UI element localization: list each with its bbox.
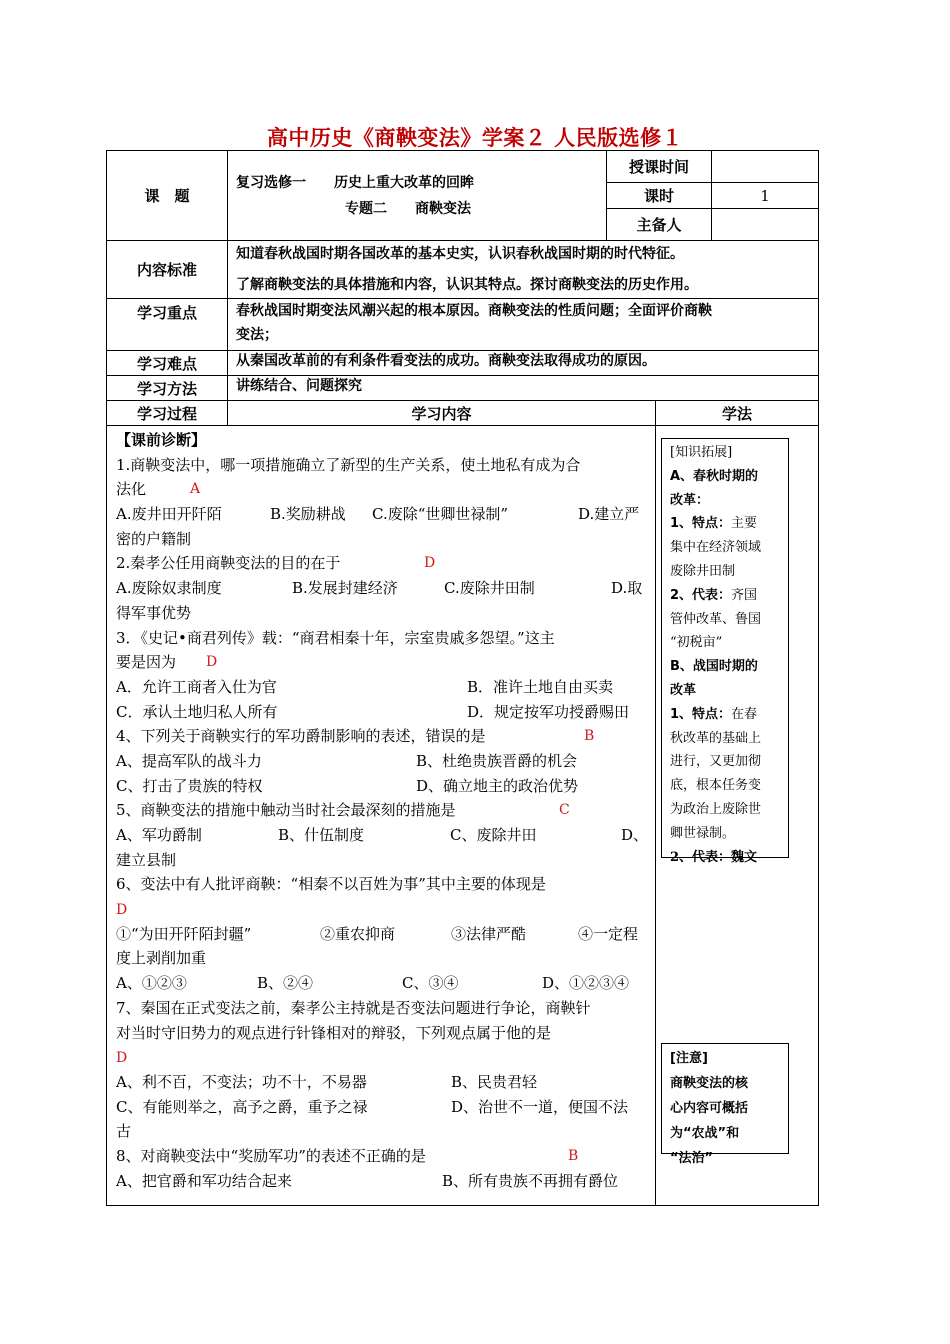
- note-line-1: 商鞅变法的核: [670, 1076, 749, 1091]
- content-header: 学习内容: [411, 404, 472, 423]
- q2-option-d-cont: 得军事优势: [116, 603, 192, 622]
- note-box-title: [注意]: [670, 1051, 708, 1066]
- q6-option-b: B、②④: [257, 974, 314, 993]
- warring-states-feature-text-2: 秋改革的基础上: [670, 730, 762, 746]
- q7-option-d-cont: 古: [116, 1122, 132, 1141]
- q7-option-d: D、治世不一道，便国不法: [451, 1097, 629, 1116]
- section-title: 【课前诊断】: [116, 431, 207, 449]
- focus-line-1: 春秋战国时期变法风潮兴起的根本原因。商鞅变法的性质问题；全面评价商鞅: [236, 303, 712, 319]
- q7-stem: 7、秦国在正式变法之前，秦孝公主持就是否变法问题进行争论，商鞅针: [116, 998, 591, 1017]
- q6-stem: 6、变法中有人批评商鞅：“相秦不以百姓为事”其中主要的体现是: [116, 875, 546, 894]
- spring-autumn-rep-text-2: 管仲改革、鲁国: [670, 611, 762, 627]
- q8-option-a: A、把官爵和军功结合起来: [116, 1171, 292, 1190]
- method-text: 讲练结合、问题探究: [236, 378, 362, 394]
- standard-label: 内容标准: [136, 261, 197, 279]
- q5-option-b: B、什伍制度: [278, 826, 365, 844]
- note-box: [661, 1043, 789, 1166]
- spring-autumn-rep-label: 2、代表：: [670, 587, 732, 603]
- topic-label: 课 题: [144, 187, 190, 205]
- spring-autumn-feature-label: 1、特点：: [670, 516, 732, 532]
- warring-states-feature-text: 在春: [731, 706, 758, 722]
- warring-states-feature-text-4: 底，根本任务变: [670, 778, 762, 794]
- q1-stem: 1.商鞅变法中，哪一项措施确立了新型的生产关系，使土地私有成为合: [116, 455, 581, 474]
- difficulty-text: 从秦国改革前的有利条件看变法的成功。商鞅变法取得成功的原因。: [236, 353, 656, 369]
- q1-option-c: C.废除“世卿世禄制”: [372, 505, 509, 524]
- time-value: [712, 151, 818, 182]
- q2-option-d: D.取: [611, 579, 643, 598]
- q1-option-d-cont: 密的户籍制: [116, 529, 192, 548]
- spring-autumn-heading: A、春秋时期的: [670, 468, 759, 484]
- q2-option-c: C.废除井田制: [444, 579, 535, 598]
- q5-stem: 5、商鞅变法的措施中触动当时社会最深刻的措施是: [116, 801, 456, 820]
- q7-answer: D: [116, 1050, 128, 1067]
- period-label: 课时: [643, 187, 674, 205]
- q1-answer: A: [190, 481, 201, 498]
- topic-line-1: 复习选修一 历史上重大改革的回眸: [236, 175, 474, 191]
- q1-stem-2: 法化: [116, 480, 147, 499]
- spring-autumn-feature-text-3: 废除井田制: [670, 563, 736, 579]
- q7-stem-2: 对当时守旧势力的观点进行针锋相对的辩驳，下列观点属于他的是: [116, 1023, 552, 1042]
- process-label: 学习过程: [136, 404, 197, 423]
- spring-autumn-rep-text: 齐国: [731, 587, 758, 603]
- spring-autumn-heading-2: 改革：: [670, 492, 710, 508]
- q5-option-c: C、废除井田: [450, 826, 537, 844]
- q3-option-b: B．准许土地自由买卖: [467, 677, 614, 696]
- q3-option-a: A．允许工商者入仕为官: [116, 677, 277, 696]
- spring-autumn-rep-text-3: “初税亩”: [670, 635, 723, 651]
- knowledge-box-title: [知识拓展]: [670, 445, 733, 460]
- preparer-label: 主备人: [636, 216, 682, 234]
- q4-answer: B: [584, 728, 595, 745]
- q3-stem-2: 要是因为: [116, 653, 177, 672]
- topic-line-2: 专题二 商鞅变法: [345, 201, 471, 217]
- q6-item-4: ④一定程: [578, 924, 639, 943]
- q3-option-d: D．规定按军功授爵赐田: [467, 702, 630, 721]
- q1-option-a: A.废井田开阡陌: [116, 505, 222, 524]
- method-header: 学法: [721, 404, 752, 423]
- warring-states-heading: B、战国时期的: [670, 659, 758, 675]
- q1-option-b: B.奖励耕战: [270, 505, 346, 524]
- page-title: 高中历史《商鞅变法》学案２ 人民版选修１: [266, 125, 684, 150]
- q6-answer: D: [116, 902, 128, 919]
- warring-states-feature-text-3: 进行，又更加彻: [670, 754, 762, 770]
- spring-autumn-feature-text-2: 集中在经济领域: [670, 540, 762, 556]
- note-line-3: 为“农战”和: [670, 1126, 740, 1141]
- q4-option-c: C、打击了贵族的特权: [116, 776, 263, 795]
- q6-option-d: D、①②③④: [542, 974, 630, 993]
- preparer-value: [712, 209, 818, 240]
- q6-item-1: ①“为田开阡陌封疆”: [116, 924, 252, 943]
- q6-item-2: ②重农抑商: [320, 924, 396, 943]
- q6-option-c: C、③④: [402, 974, 459, 993]
- warring-states-feature-text-5: 为政治上废除世: [670, 801, 762, 817]
- q4-option-b: B、杜绝贵族晋爵的机会: [416, 751, 578, 770]
- q1-option-d: D.建立严: [578, 505, 640, 524]
- q3-stem: 3．《史记•商君列传》载：“商君相秦十年，宗室贵戚多怨望。”这主: [116, 628, 555, 647]
- q2-option-a: A.废除奴隶制度: [116, 579, 222, 598]
- questions-section: [116, 428, 649, 1193]
- q3-option-c: C．承认土地归私人所有: [116, 702, 278, 721]
- q2-answer: D: [424, 555, 436, 572]
- method-label: 学习方法: [136, 379, 197, 398]
- q5-option-d: D、: [621, 826, 649, 844]
- focus-line-2: 变法；: [236, 327, 278, 343]
- q8-answer: B: [568, 1147, 579, 1164]
- standard-line-1: 知道春秋战国时期各国改革的基本史实，认识春秋战国时期的时代特征。: [236, 246, 684, 262]
- q5-answer: C: [559, 802, 570, 819]
- q7-option-b: B、民贵君轻: [451, 1072, 538, 1091]
- q3-answer: D: [206, 654, 218, 671]
- q8-option-b: B、所有贵族不再拥有爵位: [442, 1171, 619, 1190]
- q7-option-a: A、利不百，不变法；功不十，不易器: [116, 1072, 367, 1091]
- warring-states-rep-cut: 2、代表：魏文: [670, 849, 758, 865]
- note-line-cut: “法治”: [670, 1151, 714, 1166]
- q4-option-d: D、确立地主的政治优势: [416, 776, 579, 795]
- q7-option-c: C、有能则举之，高予之爵，重予之禄: [116, 1097, 368, 1116]
- warring-states-heading-2: 改革: [670, 682, 697, 698]
- q2-stem: 2.秦孝公任用商鞅变法的目的在于: [116, 554, 341, 573]
- q8-stem: 8、对商鞅变法中“奖励军功”的表述不正确的是: [116, 1146, 426, 1165]
- warring-states-feature-text-6: 卿世禄制。: [670, 825, 736, 841]
- difficulty-label: 学习难点: [136, 354, 197, 373]
- spring-autumn-feature-text: 主要: [731, 516, 758, 532]
- focus-label: 学习重点: [136, 303, 197, 322]
- time-label: 授课时间: [628, 158, 689, 176]
- q2-option-b: B.发展封建经济: [292, 579, 398, 598]
- q4-option-a: A、提高军队的战斗力: [116, 751, 262, 770]
- warring-states-feature-label: 1、特点：: [670, 706, 732, 722]
- q6-item-3: ③法律严酷: [451, 924, 527, 943]
- q5-option-d-cont: 建立县制: [116, 850, 177, 869]
- note-line-2: 心内容可概括: [670, 1101, 749, 1116]
- standard-line-2: 了解商鞅变法的具体措施和内容，认识其特点。探讨商鞅变法的历史作用。: [236, 277, 698, 293]
- q5-option-a: A、军功爵制: [116, 826, 202, 844]
- knowledge-extension-box: [661, 438, 789, 865]
- q6-item-4-cont: 度上剥削加重: [116, 949, 207, 968]
- period-value: 1: [760, 186, 770, 205]
- q6-option-a: A、①②③: [116, 974, 187, 993]
- q4-stem: 4、下列关于商鞅实行的军功爵制影响的表述，错误的是: [116, 727, 486, 746]
